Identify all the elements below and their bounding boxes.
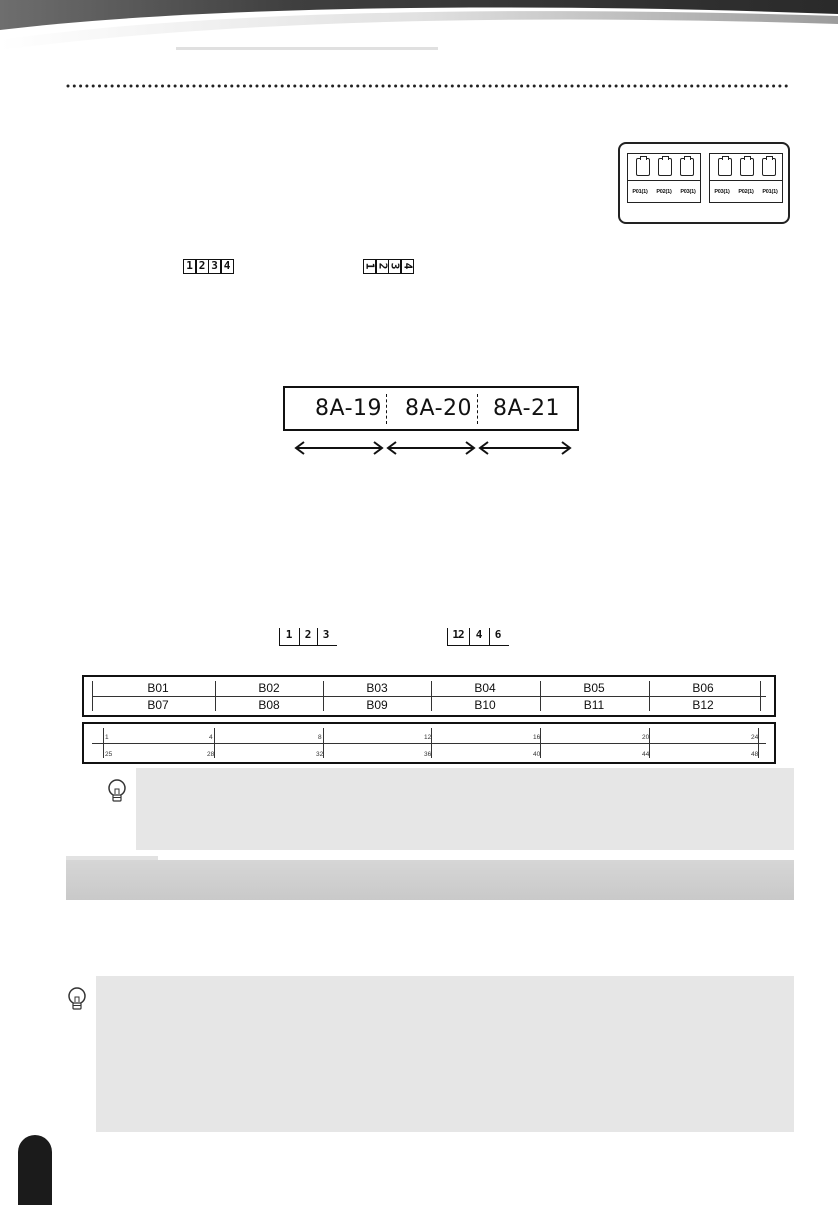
flag-label-illustration	[283, 386, 579, 431]
block-with-gaps-glyph	[447, 626, 509, 646]
jack-icon	[636, 158, 650, 176]
port-label: P01(1)	[762, 189, 778, 195]
port-number: 28	[207, 751, 215, 758]
port-group-left	[627, 153, 701, 203]
port-label: P01(1)	[632, 189, 648, 195]
label-cell: B04	[474, 681, 496, 695]
glyph-digit: 3	[317, 628, 335, 646]
glyph-digit: 4	[220, 259, 234, 274]
divider-line	[92, 743, 766, 744]
label-cell: B07	[147, 698, 169, 712]
label-cell: B02	[258, 681, 280, 695]
tip-note-box	[96, 976, 794, 1132]
glyph-digit: 2	[375, 259, 389, 274]
label-cell: B08	[258, 698, 280, 712]
jack-icon	[740, 158, 754, 176]
page-number-tab	[18, 1135, 52, 1205]
label-cell: B09	[366, 698, 388, 712]
header-banner	[0, 0, 838, 56]
port-number: 32	[316, 751, 324, 758]
horizontal-direction-glyph	[184, 259, 234, 274]
port-number: 44	[642, 751, 650, 758]
label-cell: 8A-21	[493, 396, 560, 421]
glyph-digit: 1	[363, 259, 377, 274]
port-number: 25	[105, 751, 113, 758]
patch-panel-illustration	[618, 142, 790, 224]
glyph-digit: 1	[183, 259, 197, 274]
vertical-direction-glyph	[364, 259, 414, 274]
glyph-digit: 3	[388, 259, 402, 274]
port-number: 40	[533, 751, 541, 758]
jack-icon	[680, 158, 694, 176]
port-number: 16	[533, 734, 541, 741]
port-number: 1	[105, 734, 109, 741]
block-length-arrows	[292, 438, 574, 458]
port-number: 4	[209, 734, 213, 741]
label-cell: B06	[692, 681, 714, 695]
lightbulb-icon	[106, 778, 128, 804]
label-cell: B03	[366, 681, 388, 695]
lightbulb-icon	[66, 986, 88, 1012]
tip-note-box	[136, 768, 794, 850]
numbered-label-illustration	[82, 722, 776, 764]
jack-icon	[658, 158, 672, 176]
glyph-digit: 4	[469, 628, 489, 646]
label-cell: 8A-19	[315, 396, 382, 421]
line-block-glyph	[279, 626, 337, 646]
cut-line	[386, 394, 387, 424]
label-cell: B11	[583, 698, 605, 712]
port-number: 12	[424, 734, 432, 741]
glyph-digit: 12	[447, 628, 469, 646]
port-number: 8	[318, 734, 322, 741]
port-number: 24	[751, 734, 759, 741]
glyph-digit: 4	[400, 259, 414, 274]
section-dotted-rule	[66, 84, 794, 88]
glyph-digit: 1	[279, 628, 299, 646]
port-group-right	[709, 153, 783, 203]
port-label: P03(1)	[714, 189, 730, 195]
port-number: 20	[642, 734, 650, 741]
port-number: 36	[424, 751, 432, 758]
label-cell: B05	[583, 681, 605, 695]
label-cell: 8A-20	[405, 396, 472, 421]
port-labels	[710, 180, 782, 203]
port-labels	[628, 180, 700, 203]
label-cell: B01	[147, 681, 169, 695]
divider-line	[92, 696, 766, 697]
jack-icon	[762, 158, 776, 176]
glyph-digit: 2	[299, 628, 317, 646]
port-label: P02(1)	[738, 189, 754, 195]
glyph-digit: 3	[208, 259, 222, 274]
label-cell: B10	[474, 698, 496, 712]
glyph-digit: 2	[195, 259, 209, 274]
cut-line	[477, 394, 478, 424]
b-number-label-illustration	[82, 675, 776, 717]
port-label: P02(1)	[656, 189, 672, 195]
port-number: 48	[751, 751, 759, 758]
label-cell: B12	[692, 698, 714, 712]
jack-icon	[718, 158, 732, 176]
glyph-digit: 6	[489, 628, 507, 646]
section-heading-bar	[66, 860, 794, 900]
port-label: P03(1)	[680, 189, 696, 195]
